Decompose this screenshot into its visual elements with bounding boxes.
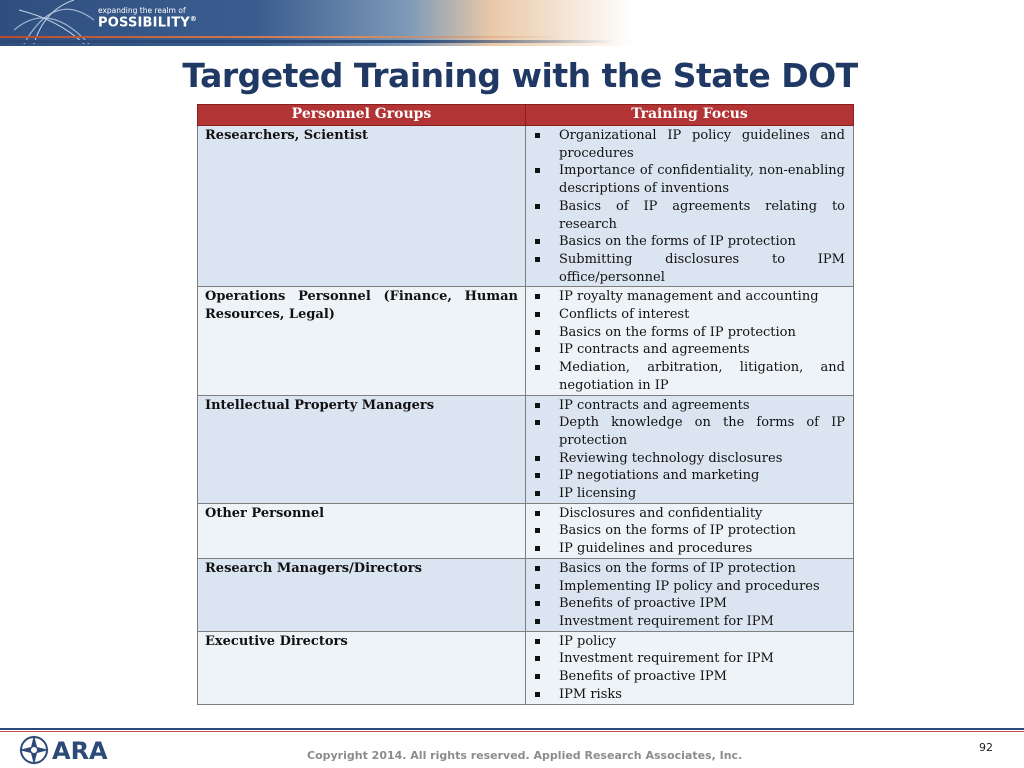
list-item: Investment requirement for IPM (530, 613, 845, 631)
list-item: IPM risks (530, 686, 845, 704)
header-personnel-groups: Personnel Groups (198, 105, 526, 126)
personnel-group-cell: Executive Directors (198, 631, 526, 704)
banner-accent-rule (0, 36, 1024, 38)
table-row (198, 126, 854, 287)
list-item: Depth knowledge on the forms of IP protection (530, 414, 845, 449)
focus-list (530, 633, 845, 704)
list-item: Basics on the forms of IP protection (530, 522, 845, 540)
training-focus-cell (526, 558, 854, 631)
training-focus-cell (526, 287, 854, 395)
list-item: IP royalty management and accounting (530, 288, 845, 306)
table-row (198, 558, 854, 631)
list-item: IP contracts and agreements (530, 397, 845, 415)
personnel-group-cell: Intellectual Property Managers (198, 395, 526, 503)
focus-list (530, 397, 845, 503)
list-item: Submitting disclosures to IPM office/personnel (530, 251, 845, 286)
footer-rule (0, 728, 1024, 730)
personnel-group-cell: Researchers, Scientist (198, 126, 526, 287)
list-item: Benefits of proactive IPM (530, 595, 845, 613)
focus-list (530, 505, 845, 558)
compass-icon (19, 735, 49, 765)
list-item: IP contracts and agreements (530, 341, 845, 359)
table-row (198, 631, 854, 704)
banner-rule (0, 40, 1024, 43)
page-title: Targeted Training with the State DOT (182, 56, 858, 95)
list-item: IP negotiations and marketing (530, 467, 845, 485)
list-item: Implementing IP policy and procedures (530, 578, 845, 596)
footer-accent-rule (0, 731, 1024, 732)
training-focus-cell (526, 631, 854, 704)
personnel-group-cell: Operations Personnel (Finance, Human Resources, Legal) (198, 287, 526, 395)
list-item: Basics of IP agreements relating to research (530, 198, 845, 233)
list-item: Basics on the forms of IP protection (530, 324, 845, 342)
focus-list (530, 288, 845, 394)
training-table (197, 104, 854, 705)
list-item: Benefits of proactive IPM (530, 668, 845, 686)
focus-list (530, 127, 845, 286)
training-focus-cell (526, 126, 854, 287)
list-item: IP licensing (530, 485, 845, 503)
list-item: Basics on the forms of IP protection (530, 233, 845, 251)
page-number: 92 (979, 741, 993, 754)
ara-logo-text: ARA (52, 737, 108, 765)
list-item: Investment requirement for IPM (530, 650, 845, 668)
list-item: Conflicts of interest (530, 306, 845, 324)
training-focus-cell (526, 395, 854, 503)
list-item: Reviewing technology disclosures (530, 450, 845, 468)
ara-logo (18, 734, 114, 766)
list-item: Mediation, arbitration, litigation, and negotiation in IP (530, 359, 845, 394)
header-banner (0, 0, 1024, 46)
training-focus-cell (526, 503, 854, 558)
table-row (198, 395, 854, 503)
header-training-focus: Training Focus (526, 105, 854, 126)
table-row (198, 503, 854, 558)
banner-tagline: expanding the realm of (98, 6, 186, 15)
list-item: Importance of confidentiality, non-enabling descriptions of inventions (530, 162, 845, 197)
personnel-group-cell: Other Personnel (198, 503, 526, 558)
list-item: Organizational IP policy guidelines and procedures (530, 127, 845, 162)
table-row (198, 287, 854, 395)
personnel-group-cell: Research Managers/Directors (198, 558, 526, 631)
list-item: Disclosures and confidentiality (530, 505, 845, 523)
copyright-text: Copyright 2014. All rights reserved. Applied Research Associates, Inc. (307, 749, 743, 762)
focus-list (530, 560, 845, 631)
list-item: IP policy (530, 633, 845, 651)
list-item: Basics on the forms of IP protection (530, 560, 845, 578)
table-header-row (198, 105, 854, 126)
list-item: IP guidelines and procedures (530, 540, 845, 558)
banner-brand: POSSIBILITY® (98, 15, 198, 31)
